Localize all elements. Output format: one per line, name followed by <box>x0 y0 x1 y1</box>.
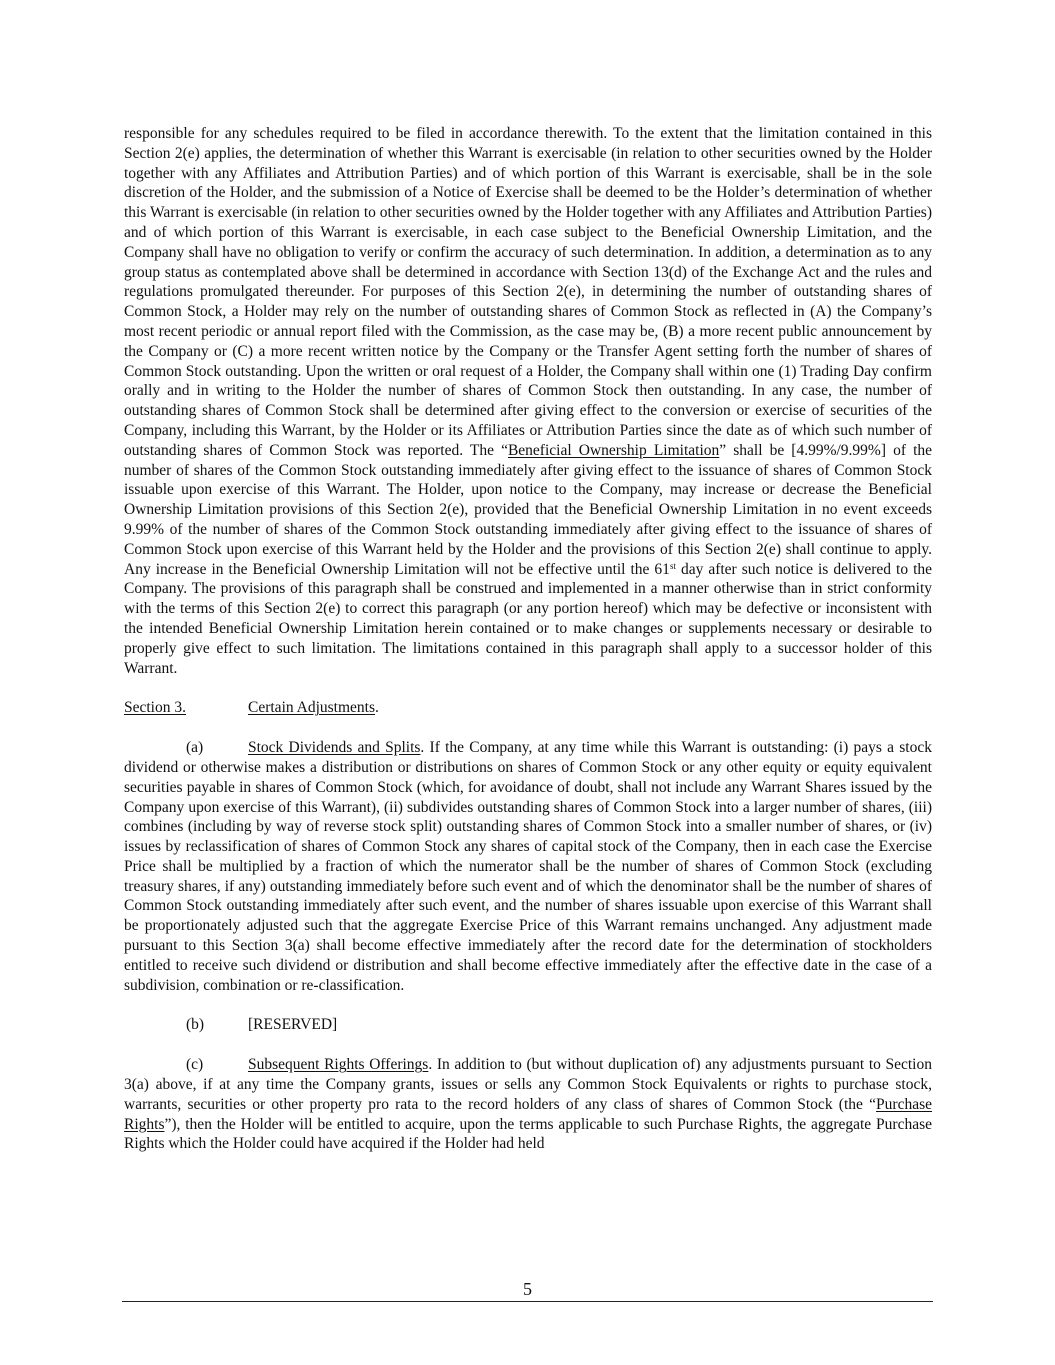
defined-term-beneficial-ownership-limitation: Beneficial Ownership Limitation <box>507 441 720 459</box>
page-number: 5 <box>523 1279 532 1299</box>
paragraph-text: ” shall be [4.99%/9.99%] of the number of shares of the Common Stock outstanding immediately after giving effect to the issuance of shares of Common Stock issuable upon exercise of this Warrant. The Holder, upon notice to the Company, may increase or decrease the Beneficial Ownership Limitation provisions of this Section 2(e), provided that the Beneficial Ownership Limitation in no event exceeds 9.99% of the number of shares of the Common Stock outstanding immediately after giving effect to the issuance of shares of Common Stock upon exercise of this Warrant held by the Holder and the provisions of this Section 2(e) shall continue to apply. Any increase in the Beneficial Ownership Limitation will not be effective until the 61 <box>124 441 933 578</box>
paragraph-text: [RESERVED] <box>248 1016 338 1034</box>
subsection-title: Subsequent Rights Offerings <box>248 1056 429 1074</box>
paragraph-beneficial-ownership <box>124 124 932 678</box>
section-title-period: . <box>375 699 379 717</box>
document-page <box>124 124 932 1154</box>
subsection-label: (c) <box>186 1056 204 1074</box>
subsection-title: Stock Dividends and Splits <box>248 739 421 757</box>
defined-term-purchase-rights: Purchase Rights <box>124 1095 932 1133</box>
ordinal-superscript: st <box>669 560 676 571</box>
section-3-heading <box>124 698 932 718</box>
footer-rule <box>122 1301 933 1302</box>
subsection-c-rights-offerings <box>124 1055 932 1154</box>
subsection-label: (b) <box>186 1016 205 1034</box>
paragraph-text: ”), then the Holder will be entitled to acquire, upon the terms applicable to such Purchase Rights, the aggregate Purchase Rights which the Holder could have acquired if the Holder had held <box>124 1115 932 1153</box>
section-title: Certain Adjustments <box>248 699 376 717</box>
paragraph-text: responsible for any schedules required to be filed in accordance therewith. To the extent that the limitation contained in this Section 2(e) applies, the determination of whether this Warrant is exercisable (in relation to other securities owned by the Holder together with any Affiliates and Attribution Parties) and of which portion of this Warrant is exercisable, shall be in the sole discretion of the Holder, and the submission of a Notice of Exercise shall be deemed to be the Holder’s determination of whether this Warrant is exercisable (in relation to other securities owned by the Holder together with any Affiliates and Attribution Parties) and of which portion of this Warrant is exercisable, in each case subject to the Beneficial Ownership Limitation, and the Company shall have no obligation to verify or confirm the accuracy of such determination. In addition, a determination as to any group status as contemplated above shall be determined in accordance with Section 13(d) of the Exchange Act and the rules and regulations promulgated thereunder. For purposes of this Section 2(e), in determining the number of outstanding shares of Common Stock, a Holder may rely on the number of outstanding shares of Common Stock as reflected in (A) the Company’s most recent periodic or annual report filed with the Commission, as the case may be, (B) a more recent public announcement by the Company or (C) a more recent written notice by the Company or the Transfer Agent setting forth the number of shares of Common Stock outstanding. Upon the written or oral request of a Holder, the Company shall within one (1) Trading Day confirm orally and in writing to the Holder the number of shares of Common Stock then outstanding. In any case, the number of outstanding shares of Common Stock shall be determined after giving effect to the conversion or exercise of securities of the Company, including this Warrant, by the Holder or its Affiliates or Attribution Parties since the date as of which such number of outstanding shares of Common Stock was reported. The “ <box>124 125 932 459</box>
section-number: Section 3. <box>124 699 186 717</box>
paragraph-text: . In addition to (but without duplication of) any adjustments pursuant to Section 3(a) above, if at any time the Company grants, issues or sells any Common Stock Equivalents or rights to purchase stock, warrants, securities or other property pro rata to the record holders of any class of shares of Common Stock (the “ <box>124 1056 932 1113</box>
subsection-a-stock-dividends <box>124 738 932 995</box>
subsection-label: (a) <box>186 739 204 757</box>
subsection-b-reserved <box>124 1015 932 1035</box>
page-footer <box>122 1278 933 1302</box>
paragraph-text: day after such notice is delivered to the Company. The provisions of this paragraph shall be construed and implemented in a manner otherwise than in strict conformity with the terms of this Section 2(e) to correct this paragraph (or any portion hereof) which may be defective or inconsistent with the intended Beneficial Ownership Limitation herein contained or to make changes or supplements necessary or desirable to properly give effect to such limitation. The limitations contained in this paragraph shall apply to a successor holder of this Warrant. <box>124 560 932 677</box>
paragraph-text: . If the Company, at any time while this Warrant is outstanding: (i) pays a stock dividend or otherwise makes a distribution or distributions on shares of Common Stock or any other equity or equity equivalent securities payable in shares of Common Stock (which, for avoidance of doubt, shall not include any Warrant Shares issued by the Company upon exercise of this Warrant), (ii) subdivides outstanding shares of Common Stock into a larger number of shares, (iii) combines (including by way of reverse stock split) outstanding shares of Common Stock into a smaller number of shares, or (iv) issues by reclassification of shares of Common Stock any shares of capital stock of the Company, then in each case the Exercise Price shall be multiplied by a fraction of which the numerator shall be the number of shares of Common Stock (excluding treasury shares, if any) outstanding immediately before such event and of which the denominator shall be the number of shares of Common Stock outstanding immediately after such event, and the number of shares issuable upon exercise of this Warrant shall be proportionately adjusted such that the aggregate Exercise Price of this Warrant remains unchanged. Any adjustment made pursuant to this Section 3(a) shall become effective immediately after the record date for the determination of stockholders entitled to receive such dividend or distribution and shall become effective immediately after the effective date in the case of a subdivision, combination or re-classification. <box>124 739 932 994</box>
